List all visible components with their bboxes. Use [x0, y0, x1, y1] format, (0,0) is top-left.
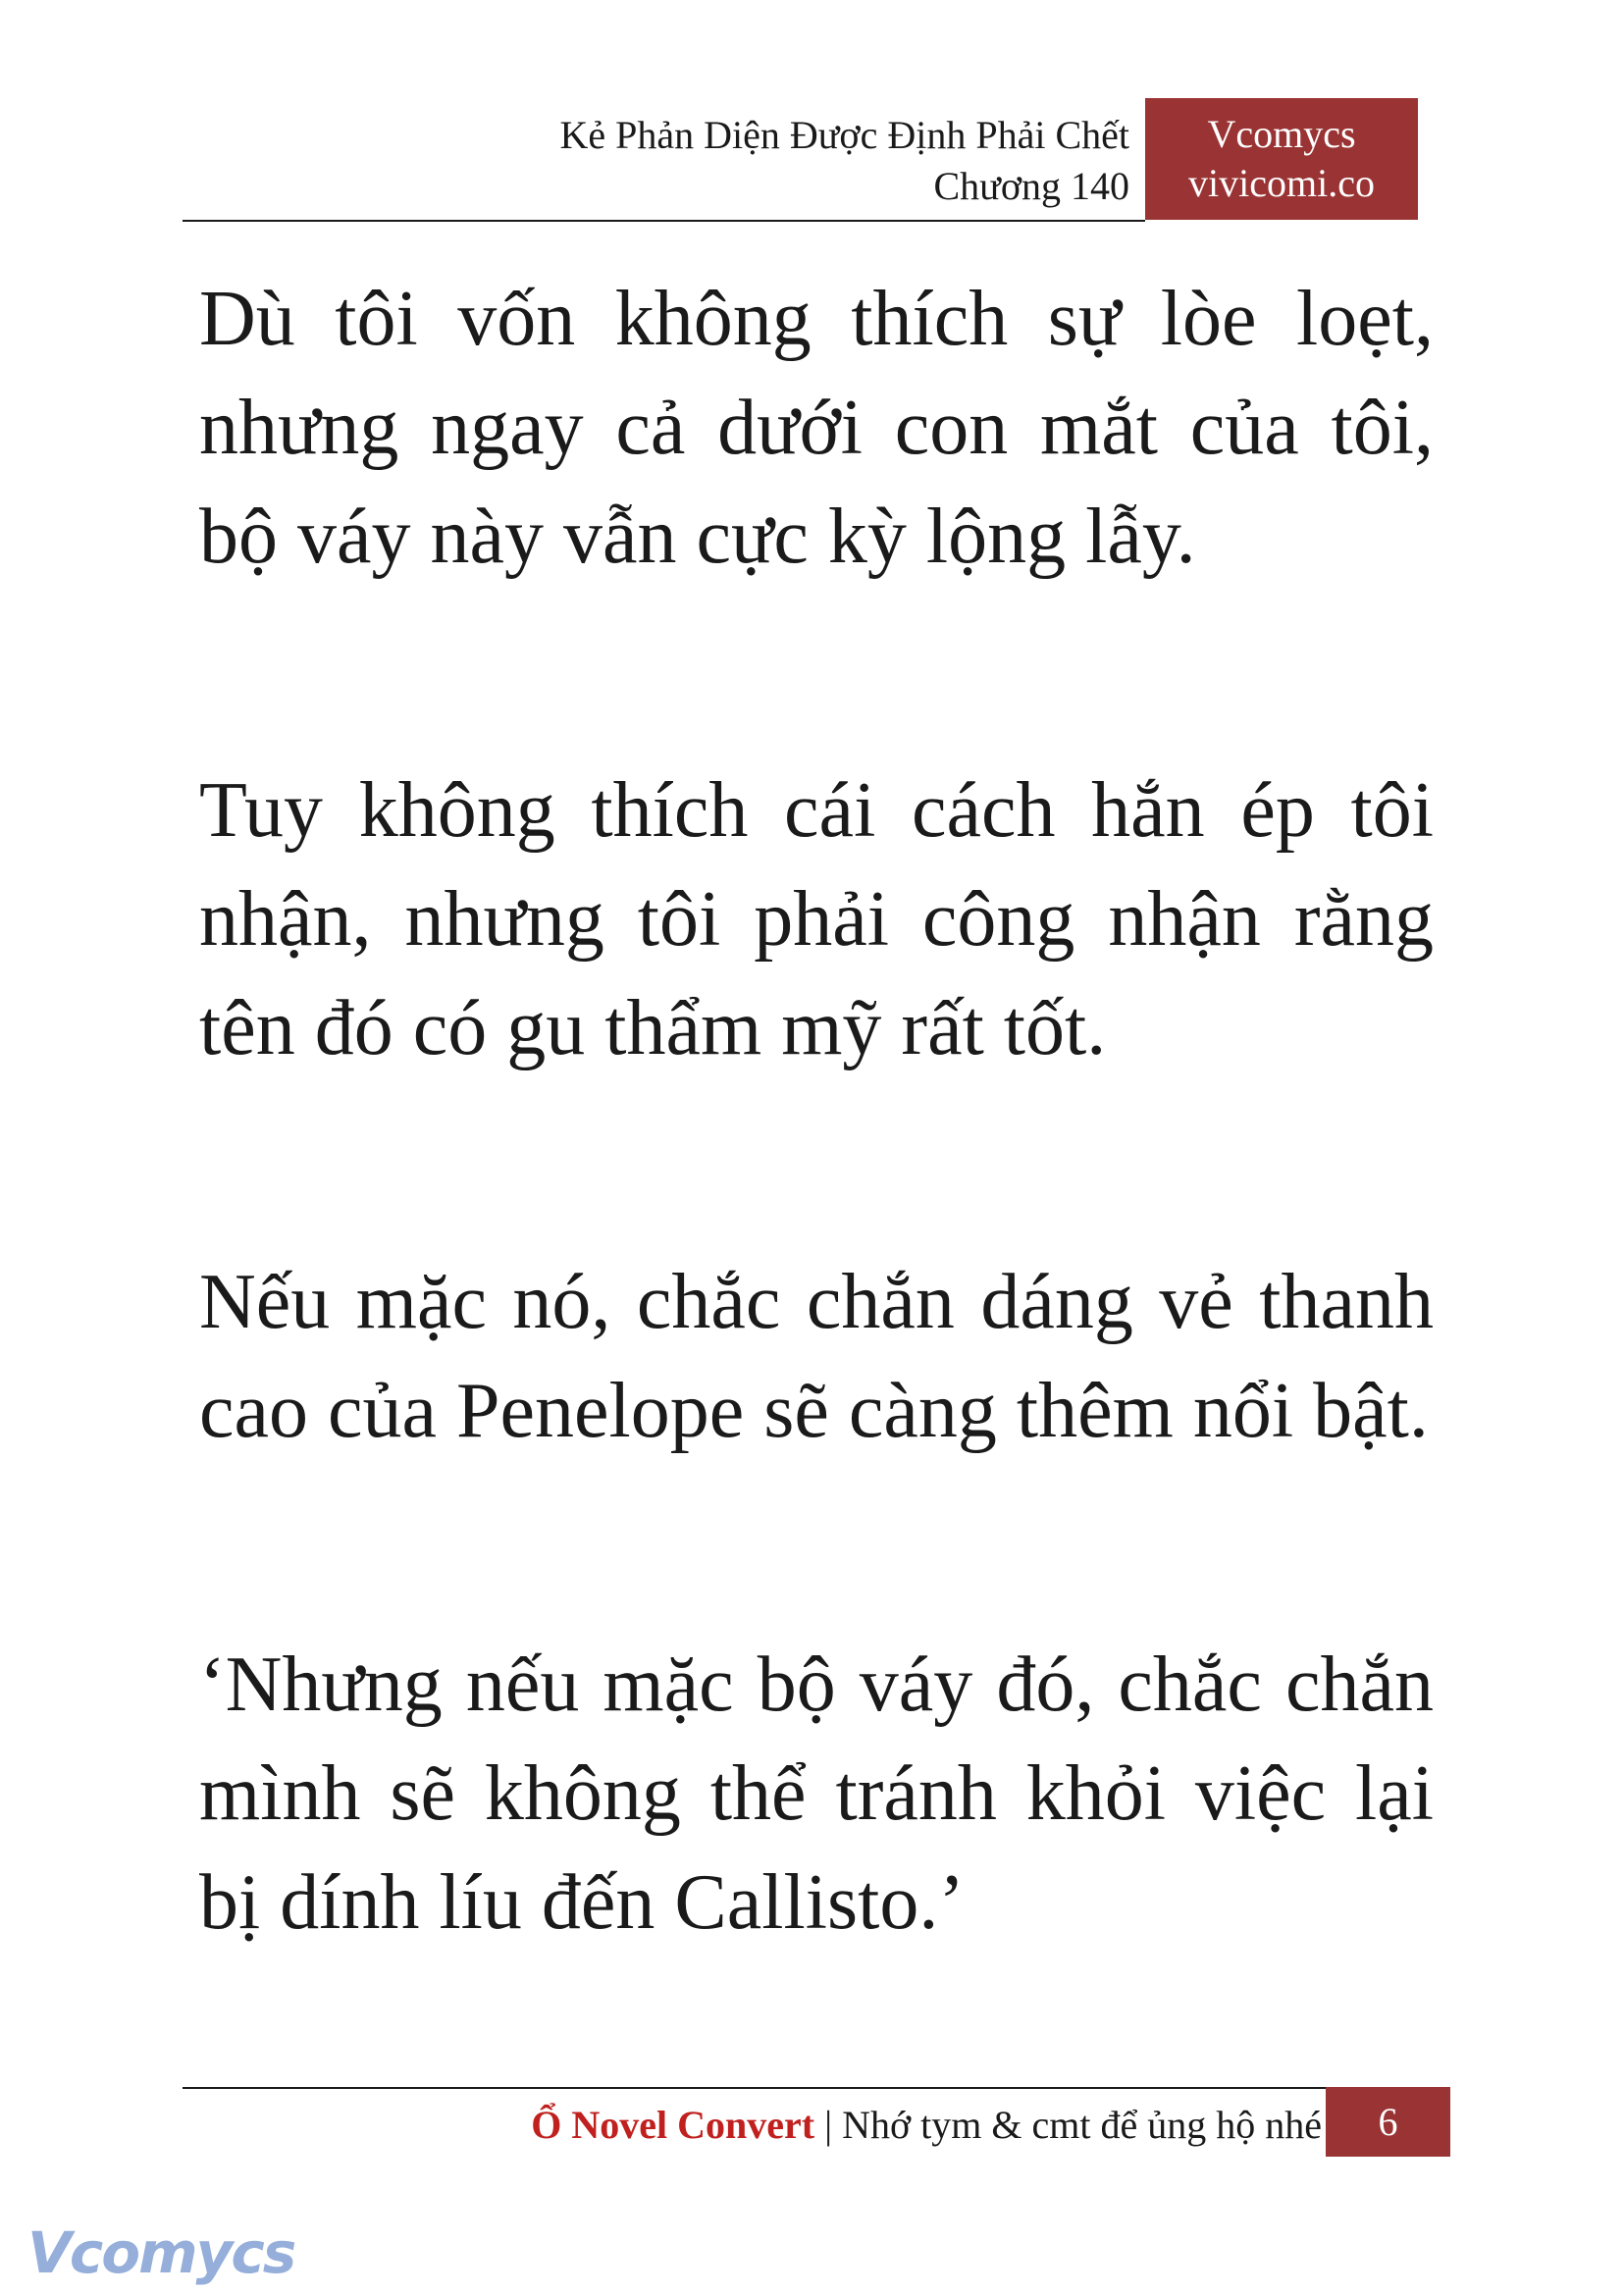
footer-note: Nhớ tym & cmt để ủng hộ nhé: [842, 2103, 1322, 2147]
footer-separator: |: [814, 2103, 843, 2147]
book-title: Kẻ Phản Diện Được Định Phải Chết: [559, 113, 1129, 157]
footer-text: [531, 2100, 1322, 2151]
page-header: [183, 98, 1418, 220]
paragraph: Tuy không thích cái cách hắn ép tôi nhận, nhưng tôi phải công nhận rằng tên đó có gu thẩm mỹ rất tốt.: [199, 767, 1434, 1071]
footer-brand: Ổ Novel Convert: [531, 2103, 815, 2147]
paragraph: Nếu mặc nó, chắc chắn dáng vẻ thanh cao của Penelope sẽ càng thêm nổi bật.: [199, 1259, 1434, 1454]
paragraph: Dù tôi vốn không thích sự lòe loẹt, nhưng ngay cả dưới con mắt của tôi, bộ váy này vẫn cực kỳ lộng lẫy.: [199, 276, 1434, 580]
chapter-content: [199, 265, 1434, 2122]
site-name: Vcomycs: [1207, 112, 1356, 156]
header-titles: [559, 110, 1129, 212]
site-badge: [1145, 98, 1418, 220]
watermark-logo: Vcomycs: [27, 2219, 295, 2286]
header-divider: [183, 220, 1145, 222]
footer-divider: [183, 2087, 1326, 2089]
page-number: 6: [1326, 2087, 1450, 2157]
paragraph: ‘Nhưng nếu mặc bộ váy đó, chắc chắn mình sẽ không thể tránh khỏi việc lại bị dính líu đến Callisto.’: [199, 1642, 1434, 1946]
site-url: vivicomi.co: [1188, 161, 1375, 205]
chapter-label: Chương 140: [933, 164, 1129, 208]
